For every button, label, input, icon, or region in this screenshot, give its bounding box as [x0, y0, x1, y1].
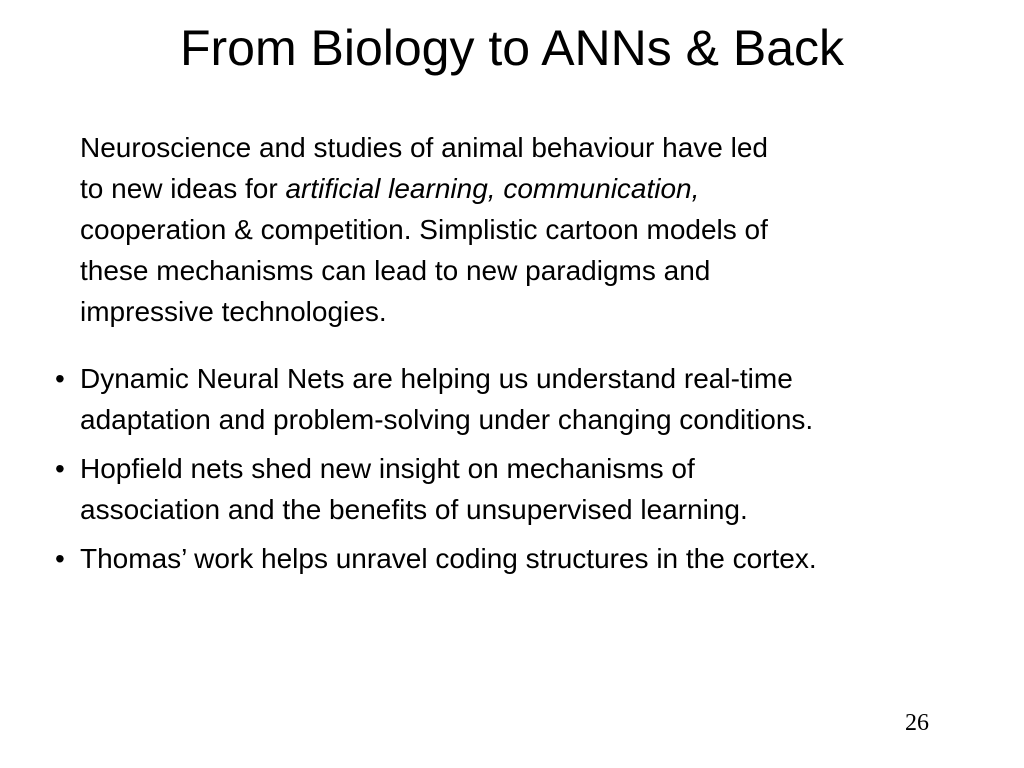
bullet-icon: • — [55, 453, 65, 484]
intro-line-text: to new ideas for — [80, 173, 286, 204]
intro-line — [80, 168, 960, 209]
intro-paragraph — [80, 127, 960, 332]
bullet-item — [0, 358, 1000, 440]
bullet-icon: • — [55, 363, 65, 394]
slide-title: From Biology to ANNs & Back — [179, 20, 845, 76]
bullet-line: Dynamic Neural Nets are helping us understand real-time — [80, 363, 793, 394]
intro-line: impressive technologies. — [80, 296, 387, 327]
bullet-list — [0, 358, 1000, 587]
intro-line: these mechanisms can lead to new paradigms and — [80, 255, 711, 286]
bullet-item — [0, 538, 1000, 579]
intro-line: Neuroscience and studies of animal behaviour have led — [80, 132, 768, 163]
bullet-line: association and the benefits of unsupervised learning. — [80, 494, 748, 525]
page-number: 26 — [905, 710, 929, 736]
intro-line: cooperation & competition. Simplistic cartoon models of — [80, 214, 768, 245]
bullet-icon: • — [55, 543, 65, 574]
bullet-line: Thomas’ work helps unravel coding structures in the cortex. — [80, 543, 817, 574]
intro-italic-phrase: artificial learning, communication, — [285, 173, 700, 204]
bullet-item — [0, 448, 1000, 530]
bullet-line: adaptation and problem-solving under changing conditions. — [80, 404, 814, 435]
bullet-line: Hopfield nets shed new insight on mechanisms of — [80, 453, 695, 484]
